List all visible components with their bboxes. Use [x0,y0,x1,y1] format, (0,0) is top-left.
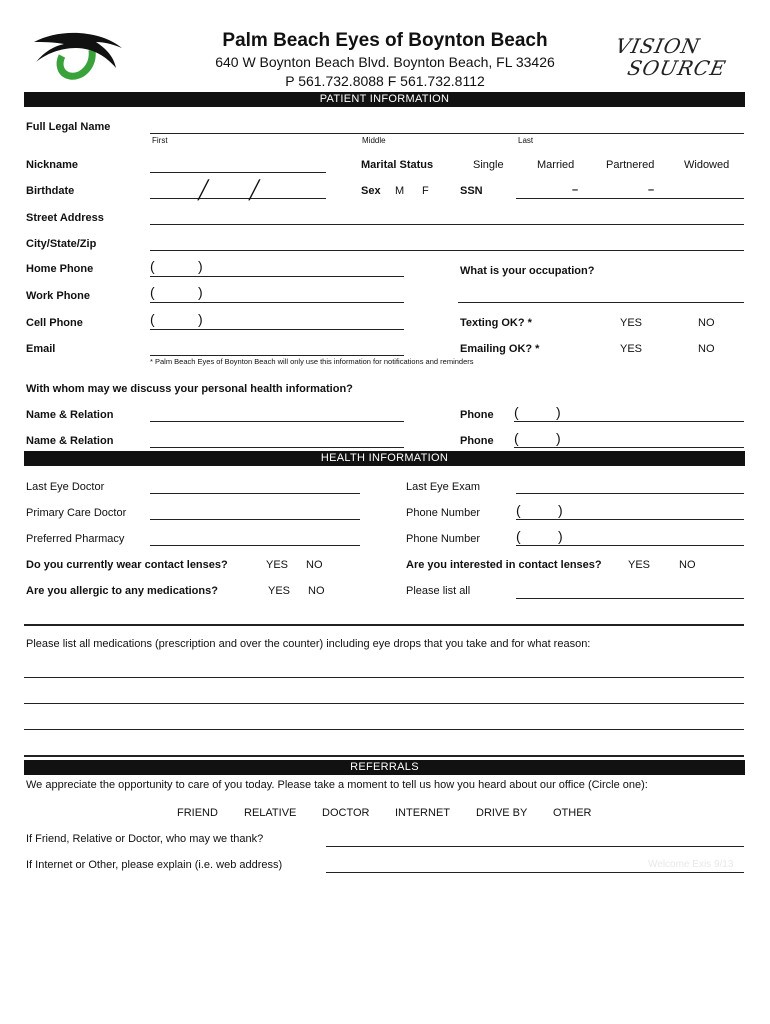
date-slash-icon: ╱ [198,180,209,200]
occupation-label: What is your occupation? [460,265,595,277]
area-code-open-icon: ( [516,502,521,518]
contact-phone-field-1[interactable] [514,421,744,422]
birthdate-label: Birthdate [26,185,75,197]
allergic-yes-option[interactable]: YES [268,585,291,597]
allergies-list-field[interactable] [516,598,744,599]
email-label: Email [26,343,56,355]
medications-field-4[interactable] [24,755,744,757]
area-code-open-icon: ( [516,528,521,544]
occupation-field[interactable] [458,302,744,303]
contact-lenses-question: Do you currently wear contact lenses? [26,559,228,571]
nickname-field[interactable] [150,172,326,173]
allergies-list-label: Please list all [406,585,471,597]
referral-option-drive-by[interactable]: DRIVE BY [476,807,528,819]
emailing-no-option[interactable]: NO [698,343,715,355]
ssn-field[interactable] [516,198,744,199]
preferred-pharmacy-field[interactable] [150,545,360,546]
discuss-health-question: With whom may we discuss your personal health information? [26,383,353,395]
last-eye-doctor-field[interactable] [150,493,360,494]
first-name-caption: First [152,136,168,145]
work-phone-label: Work Phone [26,290,90,302]
explain-field[interactable] [326,872,744,873]
primary-care-label: Primary Care Doctor [26,507,127,519]
texting-yes-option[interactable]: YES [620,317,643,329]
interested-contacts-yes-option[interactable]: YES [628,559,651,571]
area-code-open-icon: ( [150,258,155,274]
marital-status-label: Marital Status [361,159,434,171]
name-relation-label-2: Name & Relation [26,435,114,447]
home-phone-field[interactable] [150,276,404,277]
pharmacy-phone-label: Phone Number [406,533,480,545]
home-phone-label: Home Phone [26,263,94,275]
referrals-intro: We appreciate the opportunity to care of you today. Please take a moment to tell us how you heard about our office (Circle one): [26,779,648,791]
contact-lenses-no-option[interactable]: NO [306,559,323,571]
area-code-open-icon: ( [150,284,155,300]
referral-option-doctor[interactable]: DOCTOR [322,807,370,819]
name-relation-field-2[interactable] [150,447,404,448]
pharmacy-phone-field[interactable] [516,545,744,546]
medications-question: Please list all medications (prescription and over the counter) including eye drops that you take and for what reason: [26,638,591,650]
marital-option-partnered[interactable]: Partnered [606,159,655,171]
ssn-dash-icon: – [648,184,655,196]
referral-option-relative[interactable]: RELATIVE [244,807,297,819]
last-eye-exam-label: Last Eye Exam [406,481,480,493]
last-name-caption: Last [518,136,534,145]
contact-phone-label-1: Phone [460,409,494,421]
referral-option-internet[interactable]: INTERNET [395,807,450,819]
cell-phone-field[interactable] [150,329,404,330]
name-relation-label-1: Name & Relation [26,409,114,421]
marital-option-single[interactable]: Single [473,159,504,171]
referral-option-other[interactable]: OTHER [553,807,592,819]
last-eye-exam-field[interactable] [516,493,744,494]
area-code-close-icon: ) [198,284,203,300]
work-phone-field[interactable] [150,302,404,303]
interested-contacts-no-option[interactable]: NO [679,559,696,571]
thank-question: If Friend, Relative or Doctor, who may we thank? [26,833,264,845]
middle-name-caption: Middle [362,136,386,145]
nickname-label: Nickname [26,159,78,171]
ssn-dash-icon: – [572,184,579,196]
area-code-close-icon: ) [198,258,203,274]
area-code-close-icon: ) [198,311,203,327]
explain-question: If Internet or Other, please explain (i.e. web address) [26,859,283,871]
street-address-field[interactable] [150,224,744,225]
area-code-close-icon: ) [558,528,563,544]
section-bar-health: HEALTH INFORMATION [24,451,745,466]
interested-contacts-question: Are you interested in contact lenses? [406,559,602,571]
thank-field[interactable] [326,846,744,847]
city-state-zip-label: City/State/Zip [26,238,97,250]
area-code-close-icon: ) [556,404,561,420]
area-code-open-icon: ( [514,430,519,446]
preferred-pharmacy-label: Preferred Pharmacy [26,533,125,545]
marital-option-widowed[interactable]: Widowed [684,159,730,171]
email-field[interactable] [150,355,404,356]
vision-source-logo-line1: VISION [613,34,703,58]
medications-field-3[interactable] [24,729,744,730]
area-code-close-icon: ) [558,502,563,518]
cell-phone-label: Cell Phone [26,317,83,329]
name-relation-field-1[interactable] [150,421,404,422]
area-code-open-icon: ( [150,311,155,327]
clinic-title: Palm Beach Eyes of Boynton Beach [222,30,548,51]
vision-source-logo-line2: SOURCE [625,56,729,80]
contact-phone-field-2[interactable] [514,447,744,448]
allergic-question: Are you allergic to any medications? [26,585,218,597]
primary-care-field[interactable] [150,519,360,520]
sex-option-f[interactable]: F [422,185,429,197]
area-code-close-icon: ) [556,430,561,446]
allergic-no-option[interactable]: NO [308,585,325,597]
date-slash-icon: ╱ [249,180,260,200]
ssn-label: SSN [460,185,483,197]
full-legal-name-field[interactable] [150,133,744,134]
contact-lenses-yes-option[interactable]: YES [266,559,289,571]
full-legal-name-label: Full Legal Name [26,121,111,133]
contact-phone-label-2: Phone [460,435,494,447]
section-divider [24,624,744,626]
texting-no-option[interactable]: NO [698,317,715,329]
area-code-open-icon: ( [514,404,519,420]
emailing-yes-option[interactable]: YES [620,343,643,355]
primary-care-phone-field[interactable] [516,519,744,520]
clinic-phones: P 561.732.8088 F 561.732.8112 [285,73,485,89]
footer-form-code: Welcome Exis 9/13 [648,859,734,870]
privacy-note: * Palm Beach Eyes of Boynton Beach will only use this information for notifications and reminders [150,357,474,366]
vision-source-logo [610,26,729,86]
primary-care-phone-label: Phone Number [406,507,480,519]
marital-option-married[interactable]: Married [537,159,575,171]
birthdate-field[interactable] [150,198,326,199]
texting-ok-label: Texting OK? * [460,317,532,329]
sex-option-m[interactable]: M [395,185,405,197]
sex-label: Sex [361,185,381,197]
city-state-zip-field[interactable] [150,250,744,251]
section-bar-referrals: REFERRALS [24,760,745,775]
medications-field-1[interactable] [24,677,744,678]
section-bar-patient: PATIENT INFORMATION [24,92,745,107]
emailing-ok-label: Emailing OK? * [460,343,540,355]
street-address-label: Street Address [26,212,104,224]
clinic-address: 640 W Boynton Beach Blvd. Boynton Beach, FL 33426 [215,54,555,70]
referral-option-friend[interactable]: FRIEND [177,807,218,819]
last-eye-doctor-label: Last Eye Doctor [26,481,105,493]
medications-field-2[interactable] [24,703,744,704]
